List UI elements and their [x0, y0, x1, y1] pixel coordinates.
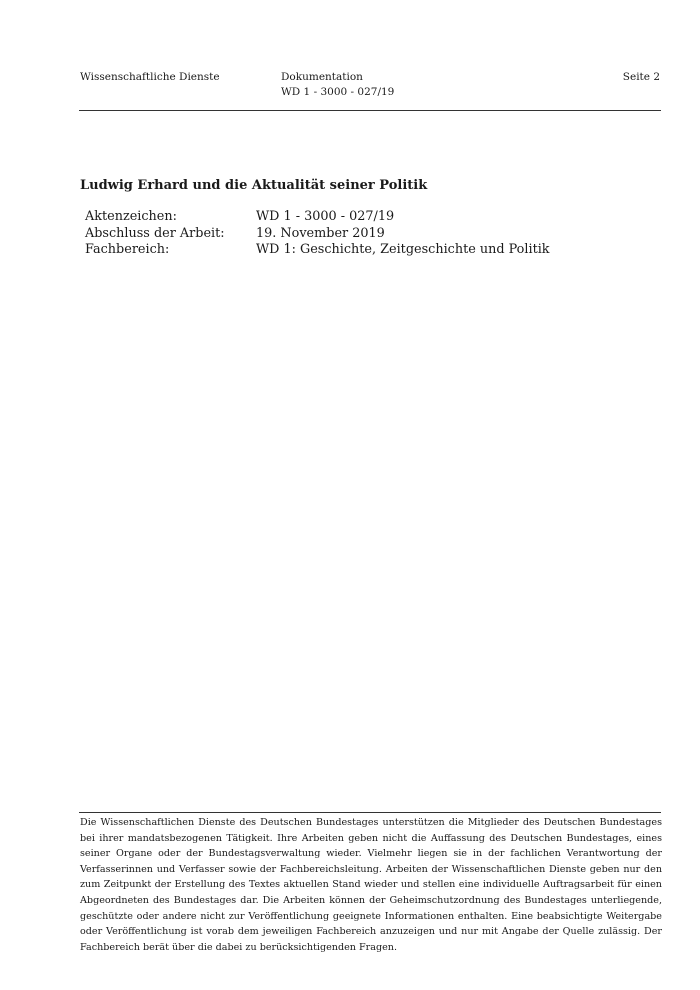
header-divider: [79, 110, 661, 111]
meta-row-aktenzeichen: [85, 209, 550, 226]
meta-key: Aktenzeichen:: [85, 209, 177, 224]
header-doc-number: WD 1 - 3000 - 027/19: [281, 86, 395, 98]
header-doc-type: Dokumentation: [281, 71, 363, 83]
meta-row-abschluss: [85, 226, 550, 243]
meta-value: 19. November 2019: [256, 225, 385, 241]
document-metadata: [85, 209, 550, 259]
header-org: Wissenschaftliche Dienste: [80, 71, 220, 83]
meta-key: Abschluss der Arbeit:: [85, 225, 225, 241]
disclaimer-text: Die Wissenschaftlichen Dienste des Deutschen Bundestages unterstützen die Mitglieder des Deutschen Bundestages bei ihrer mandatsbezogenen Tätigkeit. Ihre Arbeiten geben nicht die Auffassung des Deutschen Bundestages, eines seiner Organe oder der Bundestagsverwaltung wieder. Vielmehr liegen sie in der fachlichen Verantwortung der Verfasserinnen und Verfasser sowie der Fachbereichsleitung. Arbeiten der Wissenschaftlichen Dienste geben nur den zum Zeitpunkt der Erstellung des Textes aktuellen Stand wieder und stellen eine individuelle Auftragsarbeit für einen Abgeordneten des Bundestages dar. Die Arbeiten können der Geheimschutzordnung des Bundestages unterliegende, geschützte oder andere nicht zur Veröffentlichung geeignete Informationen enthalten. Eine beabsichtigte Weitergabe oder Veröffentlichung ist vorab dem jeweiligen Fachbereich anzuzeigen und nur mit Angabe der Quelle zulässig. Der Fachbereich berät über die dabei zu berücksichtigenden Fragen.: [80, 817, 662, 953]
document-title: Ludwig Erhard und die Aktualität seiner Politik: [80, 178, 428, 193]
header-doc-info: [281, 70, 394, 100]
meta-value: WD 1 - 3000 - 027/19: [256, 209, 395, 224]
footer-divider: [79, 812, 661, 813]
page-number: Seite 2: [622, 71, 660, 83]
meta-key: Fachbereich:: [85, 242, 170, 257]
meta-row-fachbereich: [85, 242, 550, 259]
meta-value: WD 1: Geschichte, Zeitgeschichte und Politik: [256, 242, 550, 257]
